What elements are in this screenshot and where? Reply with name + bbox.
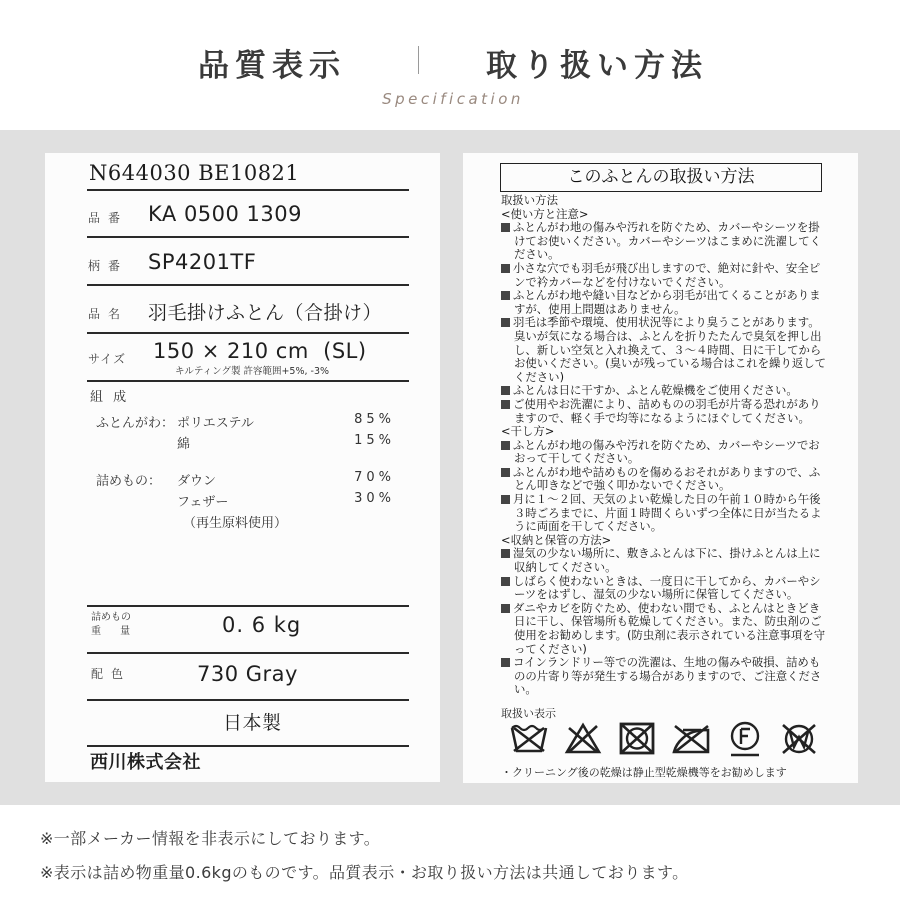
section-title: <収納と保管の方法> bbox=[501, 532, 612, 547]
row-value-size: 150 × 210 cm (SL) bbox=[153, 339, 367, 363]
bullet-square-icon bbox=[501, 441, 510, 450]
material-name: フェザー bbox=[177, 495, 229, 510]
care-item: しばらく使わないときは、一度日に干してから、カバーやシーツをはずし、湿気の少ない場所に保管してください。 bbox=[501, 575, 831, 602]
title-quality-label: 品質表示 bbox=[198, 48, 346, 84]
composition-label: 組 成 bbox=[90, 390, 130, 405]
care-item: ダニやカビを防ぐため、使わない間でも、ふとんはときどき日に干し、保管場所も乾燥してください。また、防虫剤のご使用をお勧めします。(防虫剤に表示されている注意事項を守ってください) bbox=[501, 602, 831, 656]
no-wet-clean-icon bbox=[779, 720, 819, 758]
lot-number: N644030 BE10821 bbox=[89, 161, 300, 185]
bullet-square-icon bbox=[501, 604, 510, 613]
care-item: 小さな穴でも羽毛が飛び出しますので、絶対に針や、安全ピンで衿カバーなどを付けないでください。 bbox=[501, 262, 831, 289]
material-name: 綿 bbox=[177, 437, 191, 452]
origin: 日本製 bbox=[223, 712, 282, 734]
bullet-square-icon bbox=[501, 318, 510, 327]
care-item: コインランドリー等での洗濯は、生地の傷みや破損、詰めものの片寄り等が発生する場合がありますので、ご注意ください。 bbox=[501, 656, 831, 697]
divider bbox=[87, 380, 409, 382]
care-heading: 取扱い方法 bbox=[501, 193, 558, 207]
material-percent: 15% bbox=[354, 433, 395, 448]
bullet-square-icon bbox=[501, 577, 510, 586]
material-name: ダウン bbox=[177, 474, 217, 489]
row-label-item-number: 品番 bbox=[88, 211, 129, 225]
fill-weight-label-1: 詰めもの bbox=[91, 612, 131, 623]
care-item: ご使用やお洗濯により、詰めものの羽毛が片寄る恐れがありますので、軽く手で均等になるようにほぐしてください。 bbox=[501, 398, 831, 425]
care-symbols-note: ・クリーニング後の乾燥は静止型乾燥機等をお勧めします bbox=[501, 766, 787, 779]
divider bbox=[87, 332, 409, 334]
care-item: ふとんがわ地や縫い目などから羽毛が出てくることがありますが、使用上問題はありません。 bbox=[501, 289, 831, 316]
no-bleach-icon bbox=[563, 720, 603, 758]
row-label-pattern-number: 柄番 bbox=[88, 259, 129, 273]
fill-weight-value: 0. 6 kg bbox=[222, 613, 302, 637]
bullet-square-icon bbox=[501, 468, 510, 477]
material-percent: 85% bbox=[354, 412, 395, 427]
divider bbox=[87, 699, 409, 701]
row-label-product-name: 品名 bbox=[88, 307, 129, 321]
bullet-square-icon bbox=[501, 400, 510, 409]
no-tumble-dry-icon bbox=[617, 720, 657, 758]
divider bbox=[87, 605, 409, 607]
care-title: このふとんの取扱い方法 bbox=[500, 163, 822, 192]
care-item: ふとんがわ地の傷みや汚れを防ぐため、カバーやシーツを掛けてお使いください。カバーやシーツはこまめに洗濯してください。 bbox=[501, 221, 831, 262]
no-wash-icon bbox=[509, 720, 549, 758]
divider bbox=[87, 189, 409, 191]
material-name: ポリエステル bbox=[177, 416, 254, 431]
care-item: 月に１～２回、天気のよい乾燥した日の午前１０時から午後３時ごろまでに、片面１時間くらいずつ全体に日が当たるように両面を干してください。 bbox=[501, 493, 831, 534]
page-header bbox=[0, 0, 900, 130]
section-title: <干し方> bbox=[501, 424, 555, 439]
material-percent: 30% bbox=[354, 491, 395, 506]
care-symbols bbox=[509, 720, 819, 760]
care-item: 羽毛は季節や環境、使用状況等により臭うことがあります。臭いが気になる場合は、ふとんを折りたたんで臭気を押し出し、新しい空気と入れ換えて、３～４時間、日に干してからお使いください。(臭いが残っている場合はこれを繰り返してください) bbox=[501, 316, 831, 384]
row-label-size: サイズ bbox=[88, 352, 127, 366]
row-value-pattern-number: SP4201TF bbox=[148, 250, 257, 274]
bullet-square-icon bbox=[501, 386, 510, 395]
color-label: 配色 bbox=[91, 667, 132, 681]
no-iron-icon bbox=[671, 720, 711, 758]
divider bbox=[87, 236, 409, 238]
divider bbox=[87, 652, 409, 654]
composition-part-filling: 詰めもの： bbox=[96, 474, 162, 489]
bullet-square-icon bbox=[501, 291, 510, 300]
care-item: ふとんがわ地や詰めものを傷めるおそれがありますので、ふとん叩きなどで強く叩かないでください。 bbox=[501, 466, 831, 493]
care-body bbox=[501, 194, 831, 697]
bullet-square-icon bbox=[501, 549, 510, 558]
row-value-item-number: KA 0500 1309 bbox=[148, 202, 303, 226]
section-title: <使い方と注意> bbox=[501, 206, 589, 221]
care-item: ふとんがわ地の傷みや汚れを防ぐため、カバーやシーツでおおって干してください。 bbox=[501, 439, 831, 466]
title-divider bbox=[418, 46, 419, 74]
recycled-note: （再生原料使用） bbox=[183, 516, 288, 531]
manufacturer: 西川株式会社 bbox=[90, 752, 201, 773]
footer-note-2: ※表示は詰め物重量0.6kgのものです。品質表示・お取り扱い方法は共通しております。 bbox=[40, 863, 689, 882]
fill-weight-label-2: 重 量 bbox=[91, 626, 139, 637]
bullet-square-icon bbox=[501, 658, 510, 667]
bullet-square-icon bbox=[501, 495, 510, 504]
material-percent: 70% bbox=[354, 470, 395, 485]
bullet-square-icon bbox=[501, 223, 510, 232]
care-label-card bbox=[463, 153, 858, 783]
bullet-square-icon bbox=[501, 264, 510, 273]
dry-clean-f-icon bbox=[725, 720, 765, 758]
footer-note-1: ※一部メーカー情報を非表示にしております。 bbox=[40, 829, 381, 848]
care-item: 湿気の少ない場所に、敷きふとんは下に、掛けふとんは上に収納してください。 bbox=[501, 547, 831, 574]
divider bbox=[87, 745, 409, 747]
divider bbox=[87, 284, 409, 286]
row-value-product-name: 羽毛掛けふとん（合掛け） bbox=[148, 302, 383, 324]
color-value: 730 Gray bbox=[197, 662, 298, 686]
composition-part-shell: ふとんがわ： bbox=[96, 416, 175, 431]
care-symbols-label: 取扱い表示 bbox=[501, 707, 556, 720]
care-item: ふとんは日に干すか、ふとん乾燥機をご使用ください。 bbox=[501, 384, 831, 398]
title-care-instructions: 取り扱い方法 bbox=[486, 48, 708, 84]
subtitle: Specification bbox=[382, 90, 524, 108]
size-tolerance-note: キルティング製 許容範囲+5%, -3% bbox=[175, 366, 330, 377]
quality-label-card bbox=[45, 153, 440, 782]
